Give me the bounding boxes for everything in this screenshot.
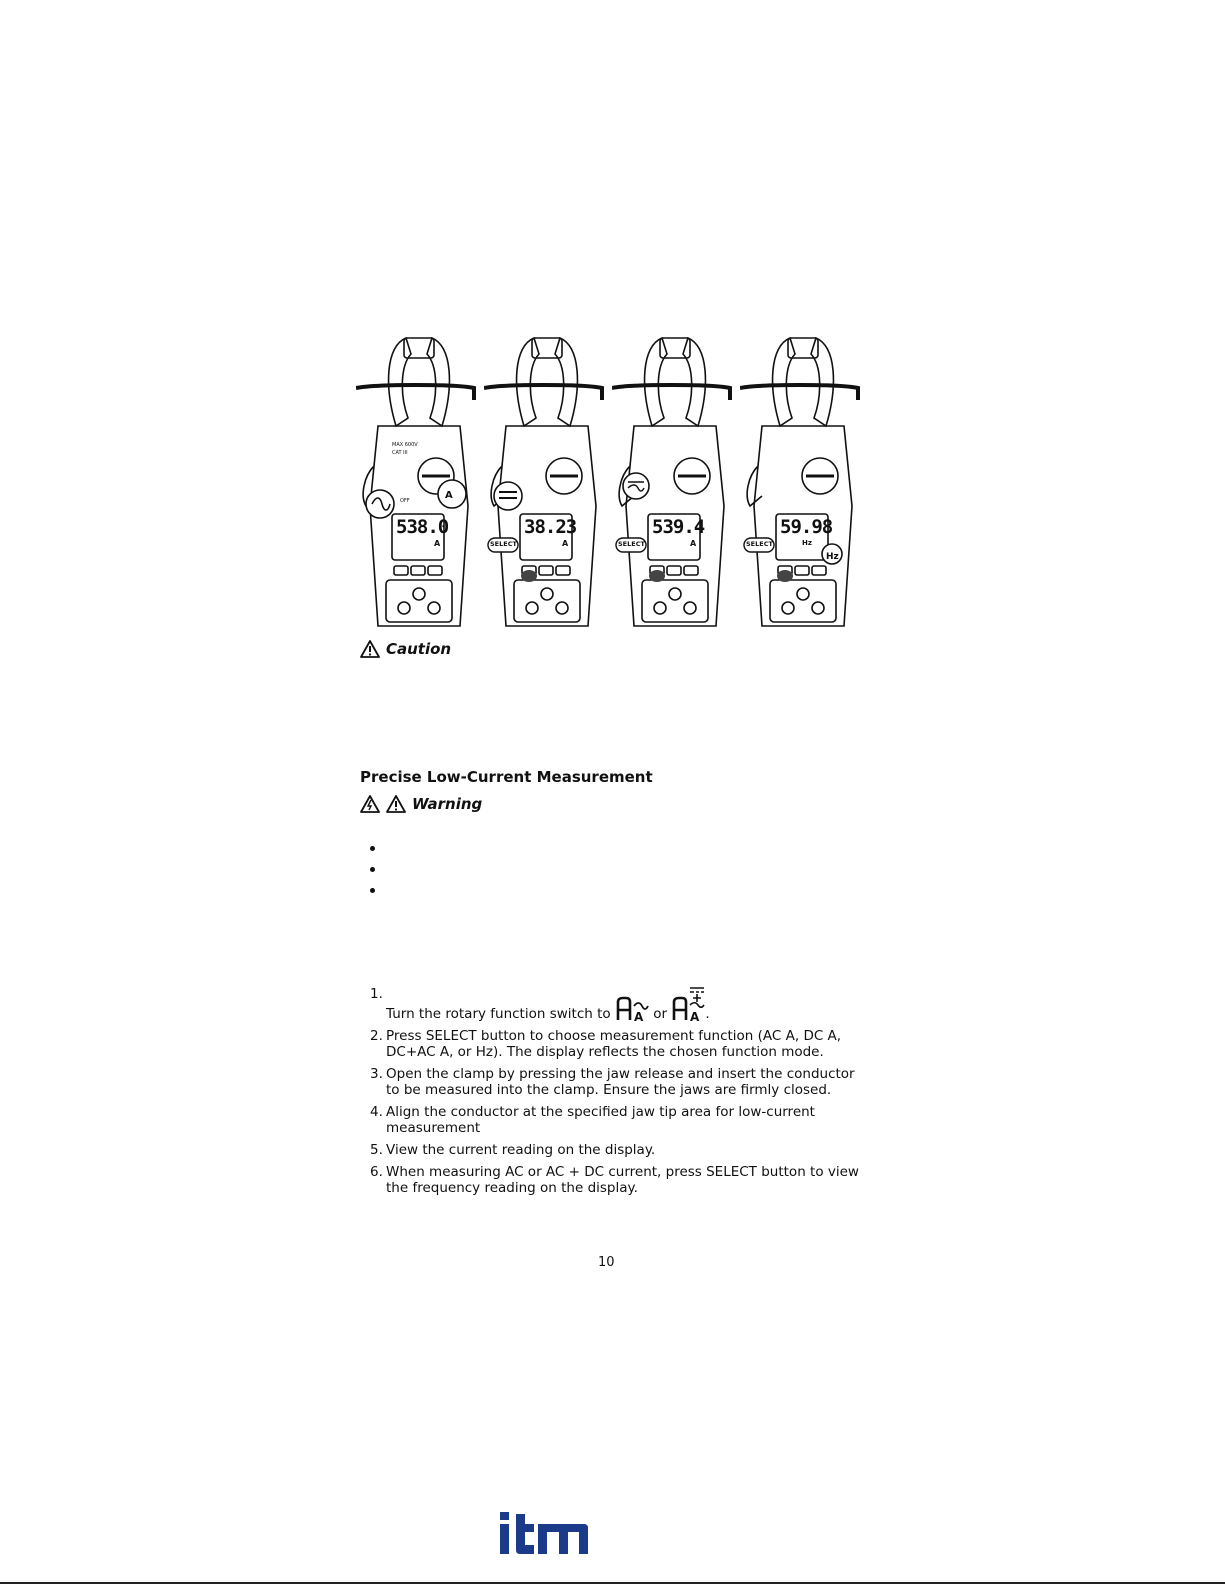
clamp-meter-drawing bbox=[484, 326, 610, 636]
select-button-callout: SELECT bbox=[490, 540, 517, 548]
itm-logo bbox=[498, 1512, 590, 1560]
step-text: Open the clamp by pressing the jaw release and insert the conductor to be measured into the clamp. Ensure the jaws are firmly closed. bbox=[386, 1066, 855, 1098]
step-text: Press SELECT button to choose measurement function (AC A, DC A, DC+AC A, or Hz). The display reflects the chosen function mode. bbox=[386, 1028, 842, 1060]
step-text bbox=[386, 986, 870, 1022]
lcd-unit: A bbox=[434, 539, 441, 548]
svg-text:A: A bbox=[445, 490, 453, 501]
step-text: When measuring AC or AC + DC current, press SELECT button to view the frequency reading on the display. bbox=[386, 1164, 859, 1196]
step-text: Align the conductor at the specified jaw tip area for low-current measurement bbox=[386, 1104, 815, 1136]
warning-heading bbox=[360, 795, 482, 813]
select-button-callout: SELECT bbox=[618, 540, 645, 548]
step-number: 3. bbox=[370, 1066, 383, 1082]
svg-text:CAT III: CAT III bbox=[392, 450, 408, 456]
list-item bbox=[368, 880, 378, 901]
step-number: 2. bbox=[370, 1028, 383, 1044]
clamp-meter-hz bbox=[740, 326, 866, 636]
warning-triangle-icon bbox=[386, 795, 406, 813]
clamp-meter-drawing bbox=[356, 326, 482, 636]
clamp-meter-ac bbox=[356, 326, 482, 636]
warning-triangle-icon bbox=[360, 640, 380, 658]
svg-text:OFF: OFF bbox=[400, 498, 410, 504]
procedure-steps bbox=[370, 976, 870, 1202]
step-text-end: . bbox=[705, 1006, 710, 1022]
step-text-or: or bbox=[653, 1006, 668, 1022]
ac-amps-symbol-icon bbox=[615, 996, 649, 1022]
step-number: 4. bbox=[370, 1104, 383, 1120]
caution-label: Caution bbox=[386, 640, 452, 658]
clamp-meter-acdc bbox=[612, 326, 738, 636]
hz-callout: Hz bbox=[826, 552, 839, 562]
svg-text:MAX 600V: MAX 600V bbox=[392, 442, 418, 448]
clamp-meter-dc bbox=[484, 326, 610, 636]
warning-label: Warning bbox=[412, 795, 483, 813]
lcd-unit: Hz bbox=[802, 539, 812, 547]
shock-hazard-icon bbox=[360, 795, 380, 813]
caution-heading bbox=[360, 640, 451, 658]
step-number: 1. bbox=[370, 986, 383, 1002]
step-text: View the current reading on the display. bbox=[386, 1142, 656, 1158]
clamp-meter-figure bbox=[356, 326, 868, 636]
clamp-meter-drawing bbox=[612, 326, 738, 636]
lcd-unit: A bbox=[562, 539, 569, 548]
page-bottom-rule bbox=[0, 1582, 1225, 1584]
page-number: 10 bbox=[598, 1255, 615, 1270]
list-item bbox=[370, 1104, 870, 1136]
list-item bbox=[370, 976, 870, 1022]
lcd-reading: 539.4 bbox=[652, 516, 705, 538]
clamp-meter-drawing bbox=[740, 326, 866, 636]
list-item bbox=[370, 1164, 870, 1196]
acdc-amps-symbol-icon bbox=[671, 986, 705, 1022]
itm-logo-icon bbox=[498, 1512, 590, 1556]
list-item bbox=[368, 838, 378, 859]
list-item bbox=[370, 1028, 870, 1060]
svg-text:A: A bbox=[690, 1010, 700, 1022]
select-button-callout: SELECT bbox=[746, 540, 773, 548]
list-item bbox=[370, 1066, 870, 1098]
lcd-reading: 59.98 bbox=[780, 516, 833, 538]
list-item bbox=[368, 859, 378, 880]
warning-bullet-list bbox=[368, 838, 378, 901]
step-text-start: Turn the rotary function switch to bbox=[386, 1006, 611, 1022]
list-item bbox=[370, 1142, 870, 1158]
lcd-reading: 38.23 bbox=[524, 516, 577, 538]
step-number: 5. bbox=[370, 1142, 383, 1158]
section-title: Precise Low-Current Measurement bbox=[360, 768, 653, 786]
lcd-reading: 538.0 bbox=[396, 516, 449, 538]
svg-text:A: A bbox=[633, 1010, 644, 1022]
step-number: 6. bbox=[370, 1164, 383, 1180]
lcd-unit: A bbox=[690, 539, 697, 548]
